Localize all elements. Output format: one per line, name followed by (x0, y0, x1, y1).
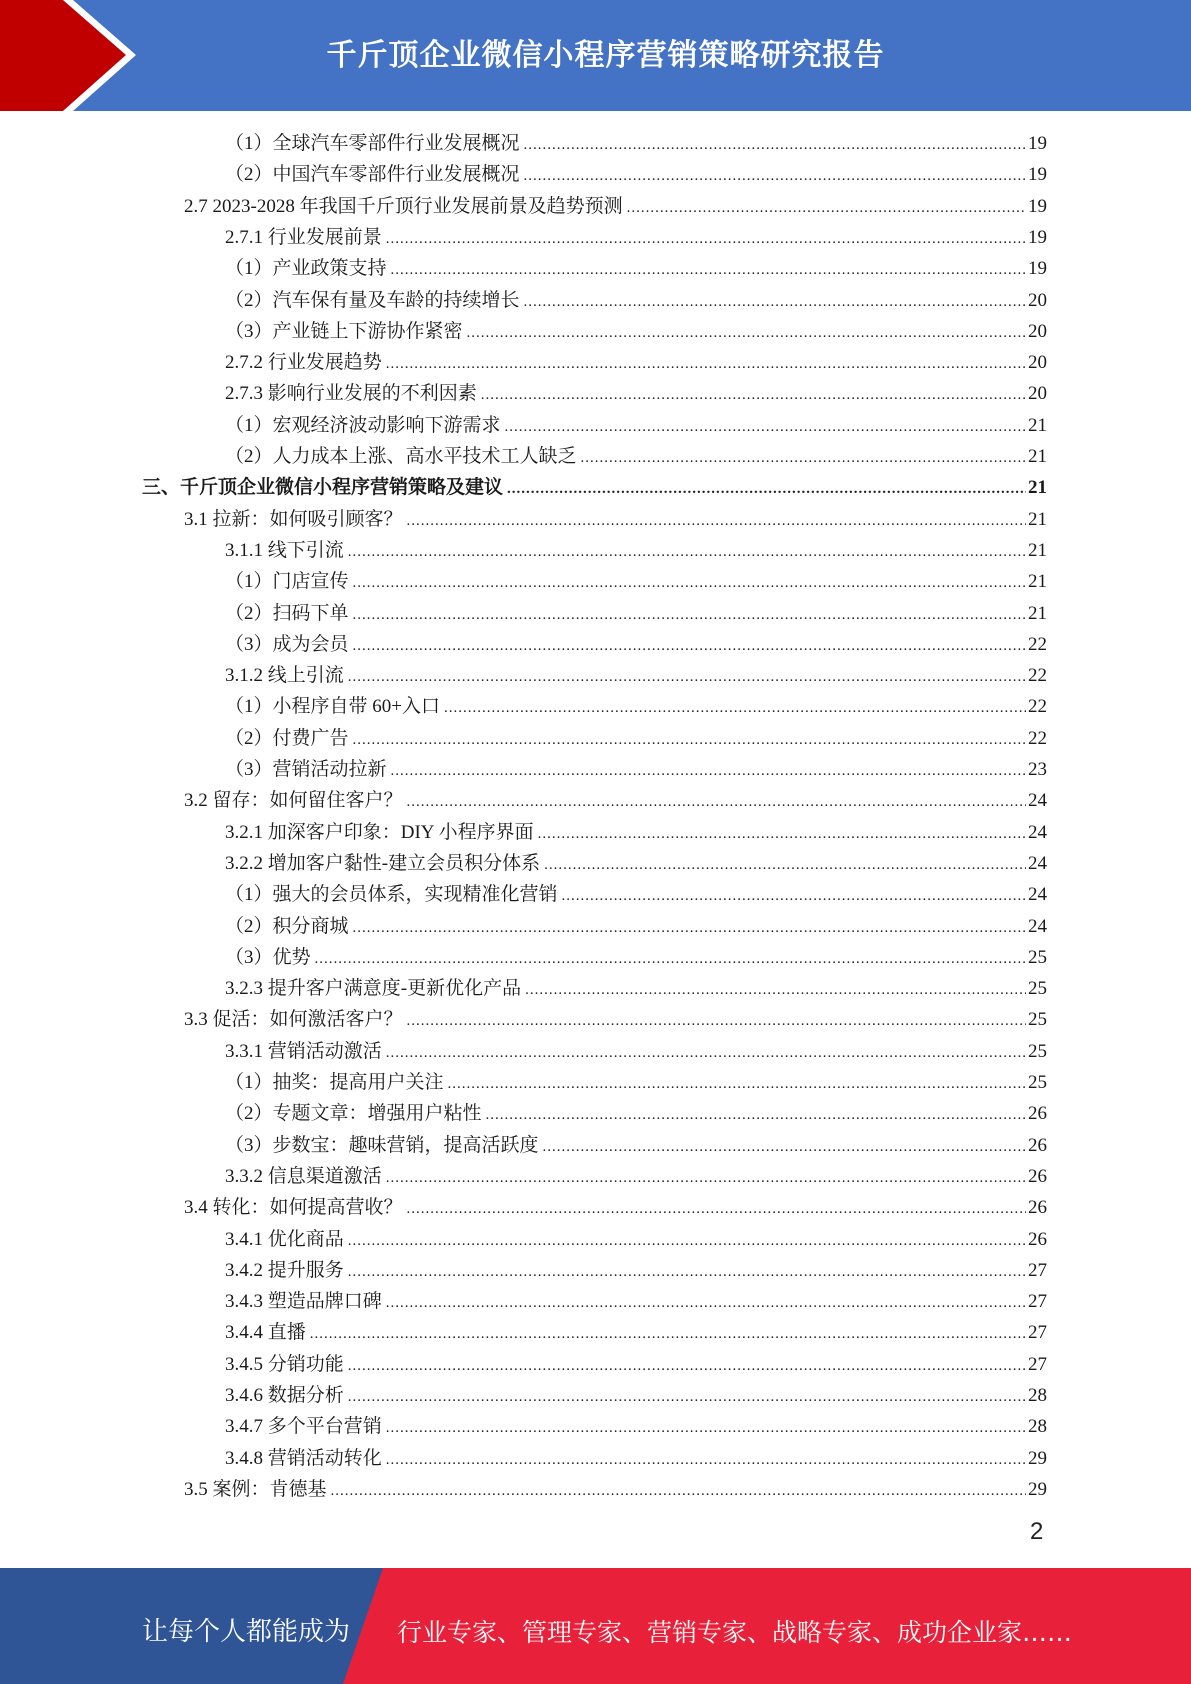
toc-entry-label: （2）专题文章：增强用户粘性 (225, 1103, 482, 1125)
toc-entry-page: 24 (1028, 852, 1047, 874)
toc-entry[interactable] (225, 1036, 1047, 1067)
toc-dot-leader (444, 693, 1026, 724)
toc-dot-leader (348, 662, 1026, 693)
toc-entry-label: （2）积分商城 (225, 915, 349, 937)
toc-entry-page: 25 (1028, 1072, 1047, 1093)
toc-entry-label: （3）成为会员 (225, 633, 349, 655)
toc-entry[interactable] (225, 1411, 1047, 1442)
toc-entry-label: 3.2.2 增加客户黏性-建立会员积分体系 (225, 852, 541, 874)
toc-dot-leader (353, 631, 1026, 662)
toc-entry[interactable] (225, 629, 1047, 660)
toc-entry-label: 3.1 拉新：如何吸引顾客？ (184, 508, 403, 530)
toc-entry-page: 21 (1028, 571, 1047, 593)
toc-entry-page: 22 (1028, 665, 1047, 687)
toc-entry-label: 3.2.1 加深客户印象：DIY 小程序界面 (225, 821, 534, 843)
toc-dot-leader (386, 1445, 1026, 1476)
toc-entry[interactable] (225, 566, 1047, 597)
toc-entry-page: 25 (1028, 1040, 1047, 1062)
toc-dot-leader (538, 819, 1026, 850)
toc-dot-leader (505, 412, 1026, 443)
toc-entry-page: 22 (1028, 727, 1047, 749)
toc-entry-label: 2.7.2 行业发展趋势 (225, 352, 382, 374)
toc-entry[interactable] (184, 191, 1047, 222)
toc-entry[interactable] (225, 1286, 1047, 1317)
toc-entry-label: 3.4.2 提升服务 (225, 1259, 344, 1281)
toc-entry[interactable] (225, 535, 1047, 566)
toc-entry-label: 3.1.2 线上引流 (225, 665, 344, 687)
toc-entry[interactable] (184, 1004, 1047, 1035)
toc-dot-leader (331, 1476, 1026, 1507)
toc-entry[interactable] (225, 754, 1047, 785)
toc-entry-page: 24 (1028, 915, 1047, 937)
toc-entry[interactable] (184, 1474, 1047, 1505)
toc-entry-label: （1）小程序自带 60+入口 (225, 696, 440, 718)
toc-entry-label: 3.4.6 数据分析 (225, 1385, 344, 1406)
toc-entry-page: 21 (1028, 508, 1047, 530)
toc-entry-label: 2.7.3 影响行业发展的不利因素 (225, 383, 477, 405)
toc-entry[interactable] (225, 159, 1047, 190)
toc-dot-leader (486, 1100, 1026, 1131)
toc-dot-leader (524, 161, 1026, 192)
toc-entry-page: 25 (1028, 946, 1047, 968)
toc-entry-label: 3.5 案例：肯德基 (184, 1478, 327, 1500)
toc-dot-leader (348, 1226, 1026, 1257)
toc-entry-label: （2）中国汽车零部件行业发展概况 (225, 164, 520, 186)
toc-entry-label: 3.3 促活：如何激活客户？ (184, 1009, 403, 1031)
toc-entry-page: 20 (1028, 289, 1047, 311)
toc-entry[interactable] (225, 973, 1047, 1004)
toc-dot-leader (544, 850, 1026, 881)
toc-dot-leader (524, 130, 1026, 161)
toc-entry[interactable] (225, 660, 1047, 691)
footer-slogan-left: 让每个人都能成为 (142, 1617, 351, 1647)
toc-entry-page: 21 (1028, 414, 1047, 436)
toc-entry[interactable] (225, 441, 1047, 472)
toc-entry-page: 26 (1028, 1197, 1047, 1219)
toc-entry-label: （2）扫码下单 (225, 602, 349, 624)
toc-entry[interactable] (142, 472, 1047, 503)
toc-entry[interactable] (184, 785, 1047, 816)
toc-dot-leader (391, 756, 1026, 787)
toc-entry[interactable] (225, 1130, 1047, 1161)
toc-entry-label: （1）抽奖：提高用户关注 (225, 1072, 444, 1093)
toc-entry-label: （2）人力成本上涨、高水平技术工人缺乏 (225, 446, 577, 467)
footer-slogan-right: 行业专家、管理专家、营销专家、战略专家、成功企业家…… (397, 1618, 1073, 1647)
toc-entry-label: 2.7.1 行业发展前景 (225, 226, 382, 248)
toc-dot-leader (407, 1194, 1026, 1225)
toc-entry-page: 28 (1028, 1385, 1047, 1406)
toc-entry-page: 27 (1028, 1322, 1047, 1344)
toc-entry-page: 27 (1028, 1291, 1047, 1313)
toc-entry[interactable] (225, 378, 1047, 409)
toc-entry[interactable] (225, 347, 1047, 378)
toc-entry-label: 2.7 2023-2028 年我国千斤顶行业发展前景及趋势预测 (184, 195, 623, 217)
toc-entry-label: 3.3.1 营销活动激活 (225, 1040, 382, 1062)
page-number: 2 (1030, 1518, 1044, 1545)
toc-entry-page: 20 (1028, 352, 1047, 374)
toc-entry[interactable] (225, 598, 1047, 629)
toc-entry-label: （1）强大的会员体系，实现精准化营销 (225, 884, 558, 906)
toc-dot-leader (386, 349, 1026, 380)
toc-entry-label: （3）营销活动拉新 (225, 759, 387, 780)
toc-entry-page: 21 (1028, 539, 1047, 561)
toc-dot-leader (310, 1319, 1026, 1350)
toc-entry-page: 25 (1028, 1009, 1047, 1031)
toc-entry[interactable] (225, 316, 1047, 347)
toc-entry-page: 24 (1028, 790, 1047, 812)
toc-entry-page: 26 (1028, 1103, 1047, 1125)
toc-entry-label: 3.4.8 营销活动转化 (225, 1447, 382, 1469)
toc-entry-label: （1）门店宣传 (225, 571, 349, 593)
toc-dot-leader (386, 1038, 1026, 1069)
toc-entry-label: （3）步数宝：趣味营销，提高活跃度 (225, 1134, 539, 1156)
toc-entry-page: 24 (1028, 884, 1047, 906)
toc-entry[interactable] (225, 879, 1047, 910)
toc-dot-leader (348, 537, 1026, 568)
toc-entry-label: 3.4.5 分销功能 (225, 1353, 344, 1375)
toc-entry-page: 21 (1028, 477, 1047, 499)
toc-entry[interactable] (225, 1317, 1047, 1348)
toc-entry-page: 20 (1028, 320, 1047, 342)
toc-dot-leader (386, 224, 1026, 255)
toc-entry-page: 26 (1028, 1134, 1047, 1156)
toc-entry-page: 27 (1028, 1353, 1047, 1375)
toc-entry-page: 19 (1028, 164, 1047, 186)
toc-entry[interactable] (225, 1443, 1047, 1474)
toc-dot-leader (507, 474, 1026, 505)
toc-entry[interactable] (225, 253, 1047, 284)
toc-entry-label: 3.2 留存：如何留住客户？ (184, 790, 403, 812)
toc-entry-page: 19 (1028, 226, 1047, 248)
toc-entry-page: 23 (1028, 759, 1047, 780)
toc-dot-leader (348, 1257, 1026, 1288)
toc-dot-leader (386, 1288, 1026, 1319)
toc-dot-leader (353, 725, 1026, 756)
toc-entry-label: 三、千斤顶企业微信小程序营销策略及建议 (142, 477, 504, 499)
toc-dot-leader (315, 944, 1026, 975)
toc-entry[interactable] (225, 1380, 1047, 1411)
toc-entry[interactable] (225, 1161, 1047, 1192)
toc-dot-leader (353, 568, 1026, 599)
toc-dot-leader (467, 318, 1026, 349)
toc-entry[interactable] (225, 285, 1047, 316)
toc-entry-label: （3）产业链上下游协作紧密 (225, 320, 463, 342)
toc-entry[interactable] (225, 911, 1047, 942)
toc-entry-page: 27 (1028, 1259, 1047, 1281)
toc-entry-label: 3.1.1 线下引流 (225, 539, 344, 561)
toc-entry[interactable] (225, 1067, 1047, 1098)
toc-entry-label: （3）优势 (225, 946, 311, 968)
toc-dot-leader (348, 1351, 1026, 1382)
toc-entry-label: （2）汽车保有量及车龄的持续增长 (225, 289, 520, 311)
toc-entry-label: （1）宏观经济波动影响下游需求 (225, 414, 501, 436)
toc-entry-label: 3.3.2 信息渠道激活 (225, 1165, 382, 1187)
toc-entry[interactable] (225, 410, 1047, 441)
toc-dot-leader (543, 1132, 1026, 1163)
toc-entry-label: （1）产业政策支持 (225, 258, 387, 280)
toc-entry-label: 3.4.3 塑造品牌口碑 (225, 1291, 382, 1313)
toc-dot-leader (386, 1163, 1026, 1194)
toc-dot-leader (481, 380, 1026, 411)
toc-entry-page: 21 (1028, 446, 1047, 467)
page-header (0, 0, 1191, 111)
toc-entry[interactable] (225, 128, 1047, 159)
toc-entry-page: 22 (1028, 696, 1047, 718)
toc-entry-page: 29 (1028, 1447, 1047, 1469)
toc-dot-leader (525, 975, 1026, 1006)
toc-entry-page: 28 (1028, 1416, 1047, 1438)
toc-entry[interactable] (184, 504, 1047, 535)
toc-entry-page: 29 (1028, 1478, 1047, 1500)
report-title: 千斤顶企业微信小程序营销策略研究报告 (326, 38, 885, 73)
toc-entry-page: 25 (1028, 978, 1047, 1000)
toc-entry-page: 22 (1028, 633, 1047, 655)
toc-entry[interactable] (225, 222, 1047, 253)
toc-entry-page: 20 (1028, 383, 1047, 405)
page-footer (0, 1568, 1191, 1684)
toc-entry-label: 3.4.7 多个平台营销 (225, 1416, 382, 1438)
toc-entry-label: （2）付费广告 (225, 727, 349, 749)
toc-entry-label: 3.4.1 优化商品 (225, 1228, 344, 1250)
toc-entry-page: 21 (1028, 602, 1047, 624)
toc-dot-leader (407, 1006, 1026, 1037)
toc-entry[interactable] (225, 942, 1047, 973)
toc-dot-leader (627, 193, 1026, 224)
toc-dot-leader (562, 881, 1026, 912)
toc-dot-leader (407, 506, 1026, 537)
toc-entry-page: 26 (1028, 1228, 1047, 1250)
toc-entry-label: 3.4 转化：如何提高营收？ (184, 1197, 403, 1219)
toc-entry[interactable] (225, 1098, 1047, 1129)
toc-entry[interactable] (225, 848, 1047, 879)
toc-entry[interactable] (225, 723, 1047, 754)
toc-dot-leader (407, 787, 1026, 818)
toc-entry-page: 19 (1028, 195, 1047, 217)
toc-dot-leader (524, 287, 1026, 318)
toc-entry[interactable] (225, 1255, 1047, 1286)
toc-dot-leader (348, 1382, 1026, 1413)
toc-entry-page: 19 (1028, 258, 1047, 280)
toc-entry-label: 3.4.4 直播 (225, 1322, 306, 1344)
toc-dot-leader (581, 443, 1026, 474)
toc-entry-page: 19 (1028, 133, 1047, 154)
toc-entry-page: 24 (1028, 821, 1047, 843)
toc-dot-leader (353, 600, 1026, 631)
toc-entry[interactable] (225, 1224, 1047, 1255)
toc-dot-leader (386, 1413, 1026, 1444)
toc-entry[interactable] (225, 1349, 1047, 1380)
toc-dot-leader (448, 1069, 1026, 1100)
toc-entry[interactable] (225, 691, 1047, 722)
toc-dot-leader (391, 255, 1026, 286)
toc-entry-label: 3.2.3 提升客户满意度-更新优化产品 (225, 978, 522, 1000)
toc-entry[interactable] (225, 817, 1047, 848)
toc-entry[interactable] (184, 1192, 1047, 1223)
toc-entry-page: 26 (1028, 1165, 1047, 1187)
toc-dot-leader (353, 913, 1026, 944)
toc-entry-label: （1）全球汽车零部件行业发展概况 (225, 133, 520, 154)
